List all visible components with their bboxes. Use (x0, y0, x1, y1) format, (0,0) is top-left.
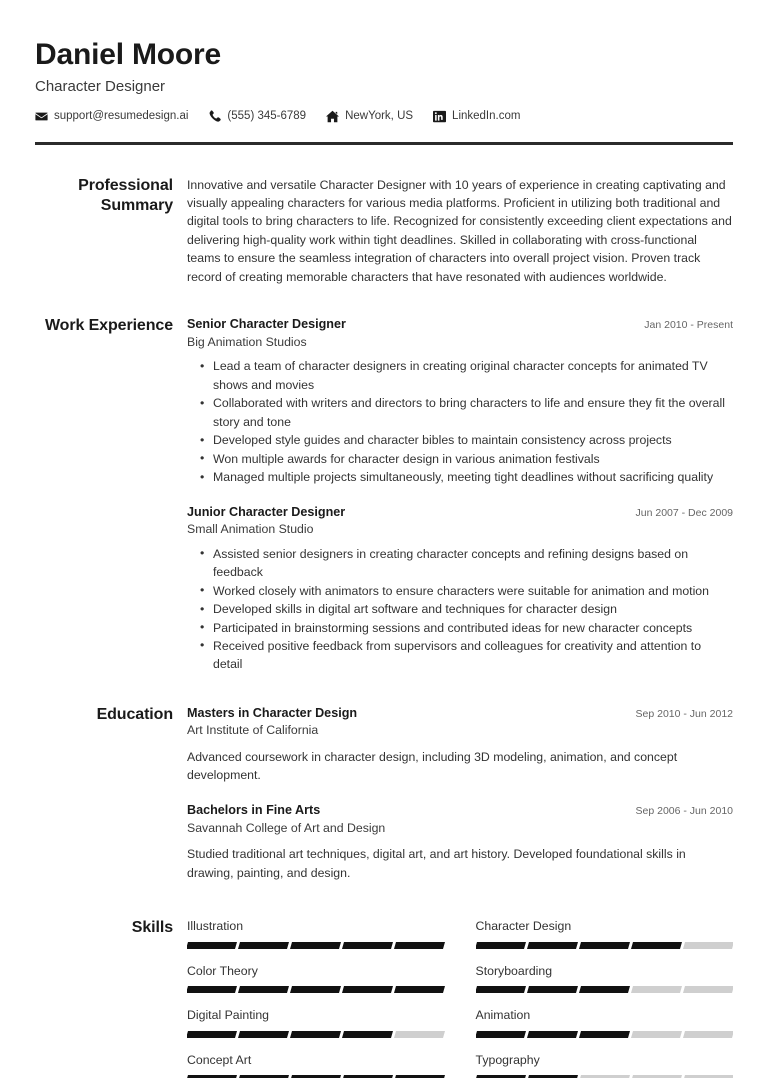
home-icon (326, 110, 339, 123)
section-label-skills: Skills (131, 919, 173, 937)
skill-name: Concept Art (187, 1052, 252, 1067)
page-title: Daniel Moore (35, 38, 221, 71)
entry-description: Studied traditional art techniques, digital art, and art history. Developed foundational skills in drawing, painting, and design. (187, 847, 686, 880)
list-item: • Managed multiple projects simultaneously, meeting tight deadlines without sacrificing quality (213, 468, 733, 486)
skill-segment-filled (579, 1031, 630, 1038)
section-work-experience (35, 316, 733, 674)
skill-segment-filled (476, 986, 526, 993)
entry-bullet-list (187, 357, 733, 486)
skill-item (476, 963, 734, 1008)
contact-row (35, 110, 733, 123)
skill-segment-filled (527, 942, 578, 949)
skill-name: Illustration (187, 919, 244, 934)
entry-organization: Savannah College of Art and Design (187, 820, 386, 835)
education-body (187, 705, 733, 882)
contact-email[interactable] (35, 110, 188, 123)
entry-date: Jan 2010 - Present (644, 319, 733, 332)
skill-segment-filled (290, 986, 341, 993)
entry-date: Sep 2006 - Jun 2010 (635, 804, 733, 817)
skill-segment-filled (290, 942, 341, 949)
experience-entry (187, 504, 733, 674)
skill-segment-filled (187, 1031, 237, 1038)
entry-header (187, 316, 733, 333)
skill-item (187, 918, 445, 963)
contact-email-text: support@resumedesign.ai (54, 110, 189, 123)
skill-name: Typography (475, 1052, 540, 1067)
entry-header (187, 504, 733, 521)
skill-segment-filled (631, 942, 682, 949)
entry-date: Sep 2010 - Jun 2012 (635, 707, 733, 720)
skill-level-bar (187, 1031, 445, 1038)
entry-date: Jun 2007 - Dec 2009 (635, 506, 733, 519)
skill-segment-filled (527, 986, 578, 993)
section-professional-summary (35, 176, 733, 287)
skill-segment-filled (342, 1031, 393, 1038)
skill-segment-filled (394, 986, 444, 993)
list-item: • Developed skills in digital art software and techniques for character design (213, 600, 733, 618)
skill-item (187, 1052, 445, 1078)
contact-linkedin-text: LinkedIn.com (452, 110, 521, 123)
entry-title: Senior Character Designer (187, 317, 346, 332)
skill-name: Character Design (475, 919, 572, 934)
entry-bullet-list (187, 545, 733, 674)
skill-segment-filled (187, 942, 237, 949)
skill-item (476, 918, 734, 963)
skill-item (187, 963, 445, 1008)
resume-header (35, 0, 733, 123)
skill-segment-filled (342, 986, 393, 993)
skills-grid (187, 918, 733, 1078)
linkedin-icon (433, 110, 446, 123)
skill-name: Color Theory (187, 963, 258, 978)
skill-segment-empty (394, 1031, 444, 1038)
skill-segment-filled (579, 942, 630, 949)
education-entry (187, 802, 733, 882)
phone-icon (208, 110, 221, 123)
skill-segment-empty (631, 986, 682, 993)
skill-segment-filled (342, 942, 393, 949)
entry-organization: Art Institute of California (187, 723, 319, 738)
entry-title: Bachelors in Fine Arts (187, 802, 321, 817)
skill-name: Storyboarding (475, 963, 553, 978)
entry-organization: Small Animation Studio (187, 522, 314, 537)
skill-level-bar (476, 942, 734, 949)
entry-header (187, 705, 733, 722)
entry-organization: Big Animation Studios (187, 334, 307, 349)
experience-entry (187, 316, 733, 486)
skill-segment-filled (290, 1031, 341, 1038)
skills-body (187, 918, 733, 1078)
skill-item (476, 1052, 734, 1078)
list-item: • Collaborated with writers and directors to bring characters to life and ensure they fit the overall story and tone (213, 394, 733, 431)
skill-segment-filled (579, 986, 630, 993)
contact-linkedin[interactable] (433, 110, 520, 123)
summary-text: Innovative and versatile Character Designer with 10 years of experience in creating captivating and visually appealing characters for various media platforms. Proficient in utilizing both traditional and digital tools to bring characters to life. Recognized for consistently exceeding client expectations and delivering high-quality work within tight deadlines. Skilled in collaborating with cross-functional teams to ensure the seamless integration of characters into overall project vision. Proven track record of creating memorable characters that have resonated with audiences worldwide. (187, 177, 732, 284)
skill-segment-filled (238, 1031, 289, 1038)
skill-segment-filled (394, 942, 444, 949)
entry-header (187, 802, 733, 819)
skill-segment-empty (683, 1031, 733, 1038)
entry-title: Junior Character Designer (187, 504, 346, 519)
list-item: • Participated in brainstorming sessions and contributed ideas for new character concepts (213, 619, 733, 637)
skill-level-bar (187, 942, 445, 949)
skill-segment-filled (187, 986, 237, 993)
skill-level-bar (187, 986, 445, 993)
skill-item (476, 1007, 734, 1052)
contact-phone[interactable] (208, 110, 306, 123)
skill-segment-filled (238, 942, 289, 949)
summary-body (187, 176, 733, 287)
skill-level-bar (476, 986, 734, 993)
skill-name: Animation (475, 1008, 531, 1023)
section-label-experience: Work Experience (44, 317, 173, 335)
skill-segment-empty (683, 942, 733, 949)
section-label-education: Education (96, 705, 173, 723)
list-item: • Won multiple awards for character design in various animation festivals (213, 450, 733, 468)
list-item: • Received positive feedback from supervisors and colleagues for creativity and attention to detail (213, 637, 733, 674)
section-skills (35, 918, 733, 1078)
contact-location[interactable] (326, 110, 413, 123)
skill-segment-empty (631, 1031, 682, 1038)
skill-segment-filled (476, 1031, 526, 1038)
skill-segment-filled (238, 986, 289, 993)
section-label-summary: Professional Summary (78, 176, 173, 214)
list-item: • Assisted senior designers in creating character concepts and refining designs based on feedback (213, 545, 733, 582)
entry-description: Advanced coursework in character design, including 3D modeling, animation, and concept development. (187, 750, 678, 783)
skill-segment-filled (476, 942, 526, 949)
skill-item (187, 1007, 445, 1052)
contact-phone-text: (555) 345-6789 (227, 110, 307, 123)
skill-name: Digital Painting (187, 1008, 270, 1023)
header-job-title: Character Designer (35, 77, 166, 95)
skill-segment-empty (683, 986, 733, 993)
list-item: • Worked closely with animators to ensure characters were suitable for animation and motion (213, 582, 733, 600)
skill-segment-filled (527, 1031, 578, 1038)
list-item: • Lead a team of character designers in creating original character concepts for animated TV shows and movies (213, 357, 733, 394)
header-divider (35, 142, 733, 145)
skill-level-bar (476, 1031, 734, 1038)
envelope-icon (35, 110, 48, 123)
education-entry (187, 705, 733, 785)
experience-body (187, 316, 733, 674)
list-item: • Developed style guides and character bibles to maintain consistency across projects (213, 431, 733, 449)
contact-location-text: NewYork, US (345, 110, 414, 123)
entry-title: Masters in Character Design (187, 705, 358, 720)
section-education (35, 705, 733, 882)
